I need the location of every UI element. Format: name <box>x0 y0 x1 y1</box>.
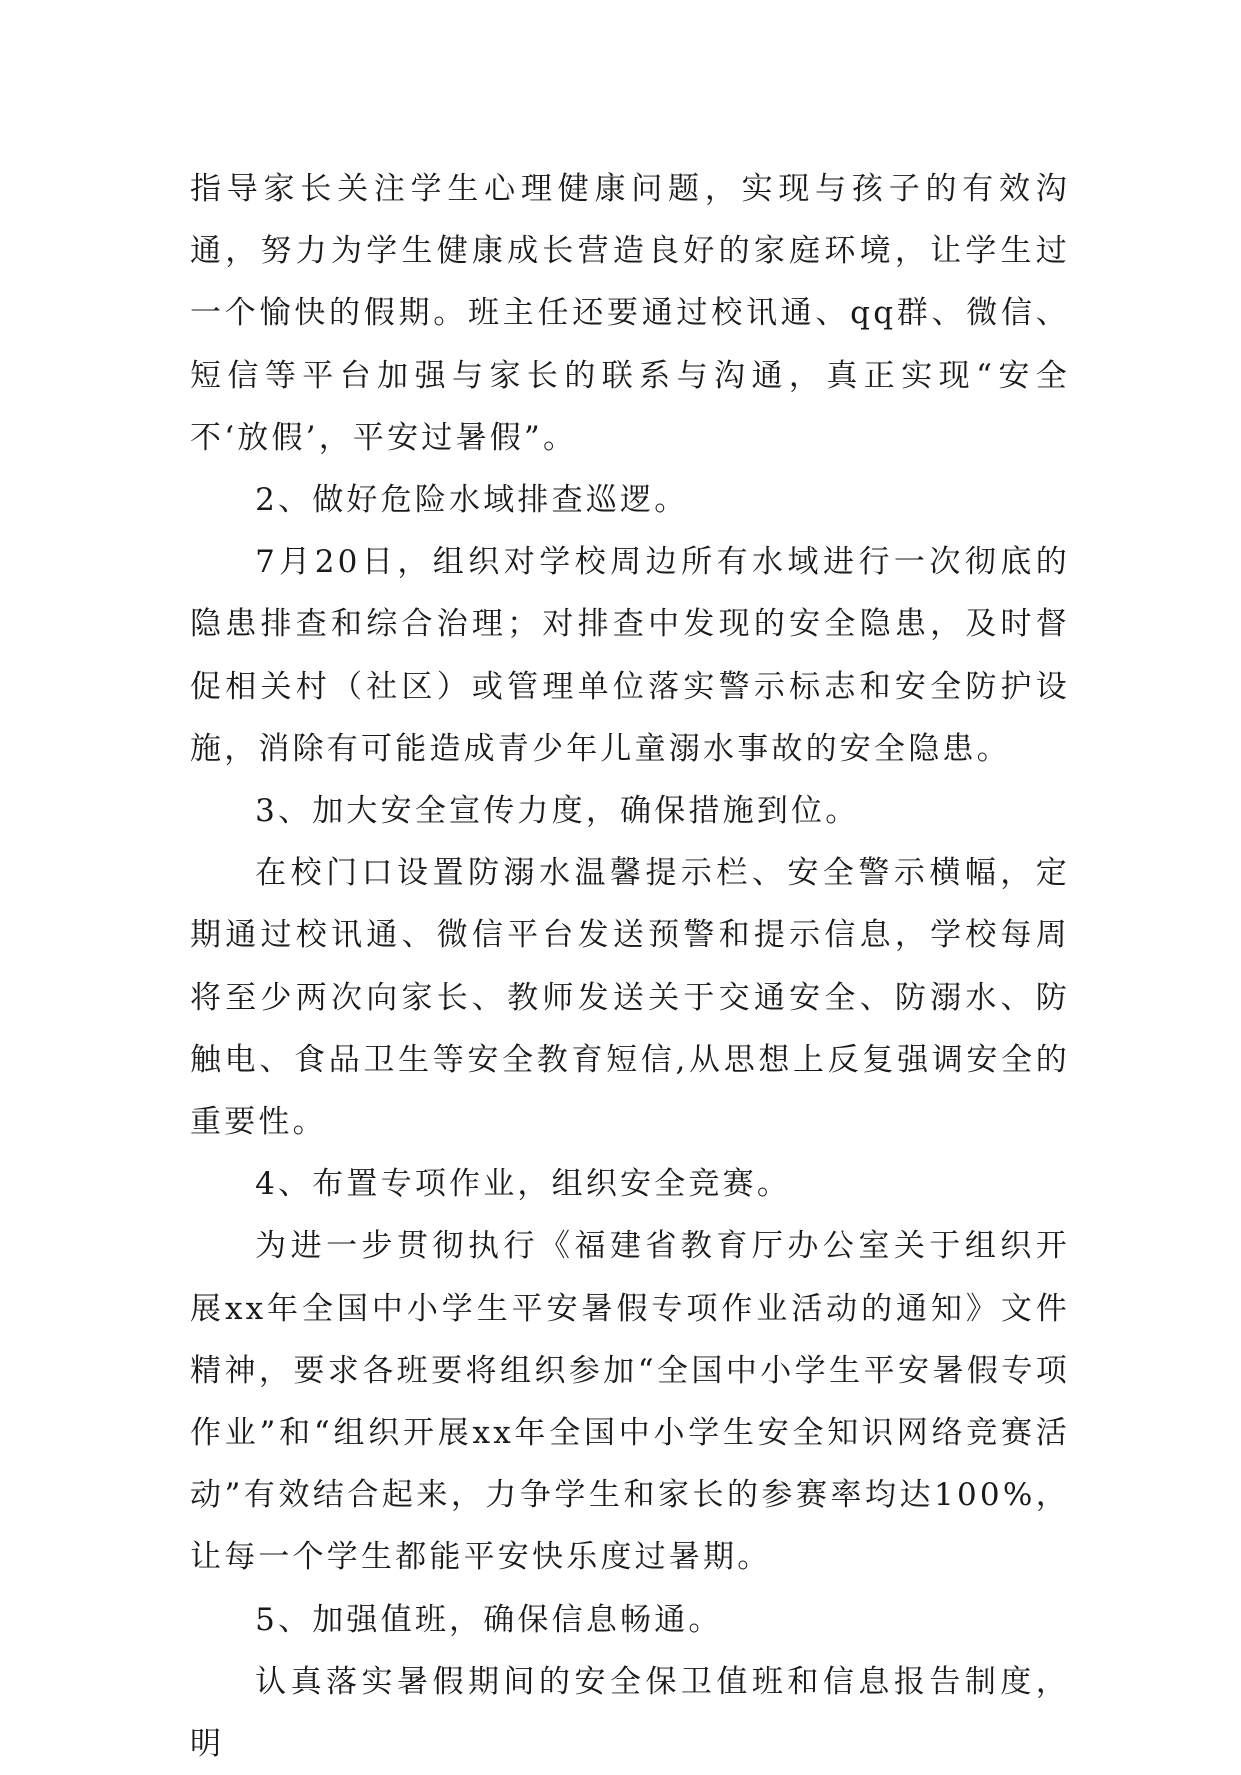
paragraph-duty-shift: 认真落实暑假期间的安全保卫值班和信息报告制度，明 <box>190 1663 1070 1763</box>
heading-water-patrol: 2、做好危险水域排查巡逻。 <box>255 482 689 519</box>
heading-duty-shift: 5、加强值班，确保信息畅通。 <box>255 1601 723 1638</box>
paragraph-special-homework: 为进一步贯彻执行《福建省教育厅办公室关于组织开展xx年全国中小学生平安暑假专项作业活动的通知》文件精神，要求各班要将组织参加“全国中小学生平安暑假专项作业”和“组织开展xx年全国中小学生安全知识网络竞赛活动”有效结合起来，力争学生和家长的参赛率均达100%，让每一个学生都能平安快乐度过暑期。 <box>190 1228 1070 1576</box>
heading-special-homework: 4、布置专项作业，组织安全竞赛。 <box>255 1166 792 1203</box>
paragraph-safety-publicity: 在校门口设置防溺水温馨提示栏、安全警示横幅，定期通过校讯通、微信平台发送预警和提示信息，学校每周将至少两次向家长、教师发送关于交通安全、防溺水、防触电、食品卫生等安全教育短信,从思想上反复强调安全的重要性。 <box>190 855 1070 1141</box>
paragraph-water-inspection: 7月20日，组织对学校周边所有水域进行一次彻底的隐患排查和综合治理；对排查中发现的安全隐患，及时督促相关村（社区）或管理单位落实警示标志和安全防护设施，消除有可能造成青少年儿童溺水事故的安全隐患。 <box>190 544 1070 767</box>
paragraph-parent-guidance: 指导家长关注学生心理健康问题，实现与孩子的有效沟通，努力为学生健康成长营造良好的家庭环境，让学生过一个愉快的假期。班主任还要通过校讯通、qq群、微信、短信等平台加强与家长的联系与沟通，真正实现“安全不‘放假’，平安过暑假”。 <box>190 171 1070 456</box>
document-body <box>190 158 1070 1775</box>
heading-safety-publicity: 3、加大安全宣传力度，确保措施到位。 <box>255 793 860 830</box>
